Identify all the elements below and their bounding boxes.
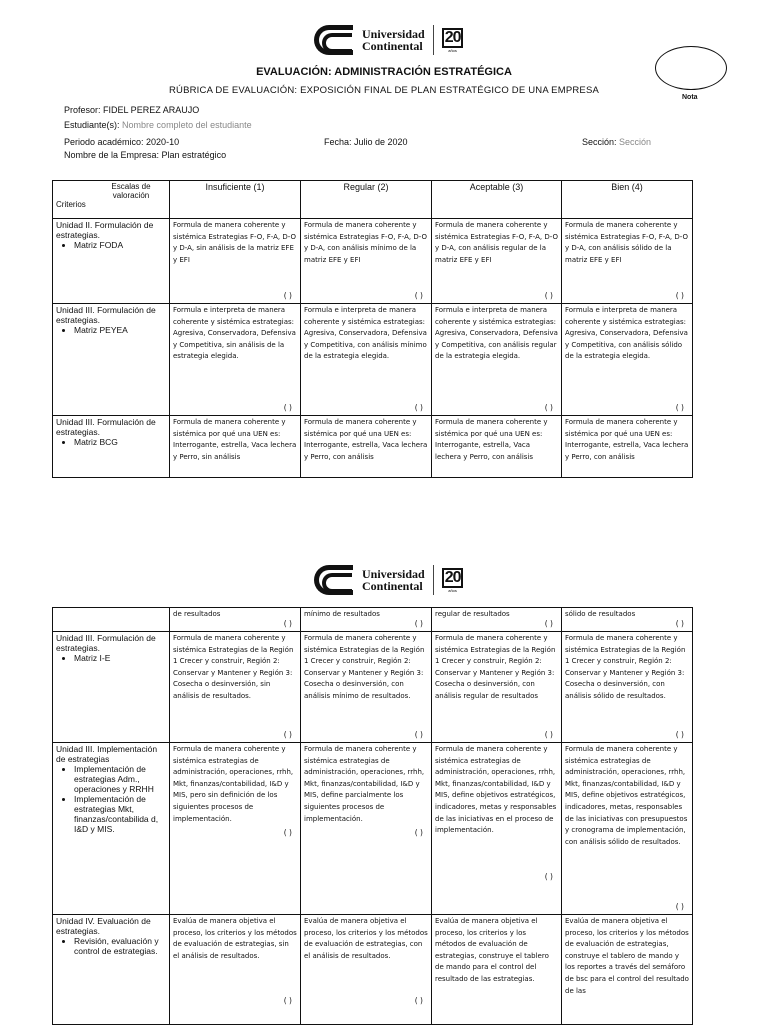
seccion-line: Sección: Sección	[582, 137, 652, 147]
rubric-cell: Formula e interpreta de manera coherente y sistémica estrategias: Agresiva, Conservadora, Defensiva y Competitiva, con análisis mínimo de la estrategia elegida. ( )	[301, 304, 432, 416]
logo-text: Universidad Continental	[362, 27, 425, 53]
empresa-line: Nombre de la Empresa: Plan estratégico	[64, 150, 227, 160]
rubric-cell: Formula de manera coherente y sistémica Estrategias F-O, F-A, D-O y D-A, con análisis regular de la matriz EFE y EFI ( )	[432, 219, 562, 304]
score-box[interactable]: ( )	[544, 872, 553, 881]
criteria-cell: Unidad II. Formulación de estrategias. • Matriz FODA	[53, 219, 170, 304]
score-box[interactable]: ( )	[283, 291, 292, 301]
rubric-cell: Formula de manera coherente y sistémica Estrategias de la Región 1 Crecer y construir, Región 2: Conservar y Mantener y Región 3: Cosecha o desinversión, con análisis sólido de resultados. ( )	[562, 632, 693, 743]
rubric-cell: Formula de manera coherente y sistémica estrategias de administración, operaciones, rrhh, Mkt, finanzas/contabilidad, I&D y MIS, pero sin definición de los siguientes procesos de implementación. ( )	[170, 743, 301, 915]
score-box[interactable]: ( )	[675, 902, 684, 912]
rubric-cell: Formula de manera coherente y sistémica Estrategias de la Región 1 Crecer y construir, Región 2: Conservar y Mantener y Región 3: Cosecha o desinversión, sin análisis de resultados. ( )	[170, 632, 301, 743]
header-level-1: Insuficiente (1)	[170, 181, 301, 219]
rubric-table-page2	[52, 607, 693, 1025]
rubric-cell: Evalúa de manera objetiva el proceso, los criterios y los métodos de evaluación de estrategias, sin el análisis de resultados. ( )	[170, 915, 301, 1025]
rubric-cell: de resultados ( )	[170, 608, 301, 632]
criteria-cell	[53, 608, 170, 632]
score-box[interactable]: ( )	[675, 291, 684, 301]
score-box[interactable]: ( )	[414, 403, 423, 413]
score-box[interactable]: ( )	[414, 996, 423, 1005]
score-box[interactable]: ( )	[675, 730, 684, 740]
seccion-field[interactable]: Sección	[619, 137, 652, 147]
score-box[interactable]: ( )	[414, 730, 423, 740]
header-level-4: Bien (4)	[562, 181, 693, 219]
rubric-cell: regular de resultados ( )	[432, 608, 562, 632]
continental-logo-icon	[314, 25, 354, 55]
rubric-cell: Formula de manera coherente y sistémica por qué una UEN es: Interrogante, estrella, Vaca lechera y Perro, con análisis	[562, 416, 693, 478]
rubric-cell: mínimo de resultados ( )	[301, 608, 432, 632]
rubric-cell: Formula de manera coherente y sistémica por qué una UEN es: Interrogante, estrella, Vaca lechera y Perro, sin análisis	[170, 416, 301, 478]
anniversary-badge: 20 años	[442, 28, 464, 53]
score-box[interactable]: ( )	[675, 619, 684, 629]
periodo-line: Periodo académico: 2020-10	[64, 137, 180, 147]
page-subtitle: RÚBRICA DE EVALUACIÓN: EXPOSICIÓN FINAL DE PLAN ESTRATÉGICO DE UNA EMPRESA	[168, 85, 600, 96]
rubric-cell: Evalúa de manera objetiva el proceso, los criterios y los métodos de evaluación de estrategias, construye el tablero de mando para el control del resultado de las estrategias.	[432, 915, 562, 1025]
score-box[interactable]: ( )	[414, 619, 423, 629]
grade-label: Nota	[682, 94, 698, 101]
rubric-cell: Evalúa de manera objetiva el proceso, los criterios y los métodos de evaluación de estrategias, con el análisis de resultados. ( )	[301, 915, 432, 1025]
score-box[interactable]: ( )	[414, 291, 423, 301]
rubric-cell: Formula de manera coherente y sistémica Estrategias de la Región 1 Crecer y construir, Región 2: Conservar y Mantener y Región 3: Cosecha o desinversión, con análisis mínimo de resultados. ( )	[301, 632, 432, 743]
score-box[interactable]: ( )	[544, 730, 553, 740]
rubric-table-page1	[52, 180, 693, 478]
rubric-cell: Formula de manera coherente y sistémica Estrategias F-O, F-A, D-O y D-A, sin análisis de la matriz EFE y EFI ( )	[170, 219, 301, 304]
score-box[interactable]: ( )	[544, 403, 553, 413]
score-box[interactable]: ( )	[414, 828, 423, 837]
score-box[interactable]: ( )	[544, 619, 553, 629]
rubric-cell: Formula de manera coherente y sistémica estrategias de administración, operaciones, rrhh, Mkt, finanzas/contabilidad, I&D y MIS, define parcialmente los siguientes procesos de implementación. ( )	[301, 743, 432, 915]
header-criteria-cell: Escalas de valoración Criterios	[53, 181, 170, 219]
rubric-cell: Formula de manera coherente y sistémica Estrategias F-O, F-A, D-O y D-A, con análisis mínimo de la matriz EFE y EFI ( )	[301, 219, 432, 304]
continental-logo-icon	[314, 565, 354, 595]
rubric-cell: Formula de manera coherente y sistémica por qué una UEN es: Interrogante, estrella, Vaca lechera y Perro, con análisis	[432, 416, 562, 478]
logo-text: Universidad Continental	[362, 567, 425, 593]
estudiante-line: Estudiante(s): Nombre completo del estudiante	[64, 120, 252, 130]
criteria-cell: Unidad III. Formulación de estrategias. • Matriz I-E	[53, 632, 170, 743]
score-box[interactable]: ( )	[283, 730, 292, 740]
score-box[interactable]: ( )	[283, 996, 292, 1005]
header-level-3: Aceptable (3)	[432, 181, 562, 219]
rubric-cell: Formula de manera coherente y sistémica estrategias de administración, operaciones, rrhh, Mkt, finanzas/contabilidad, I&D y MIS, define objetivos estratégicos, indicadores, metas, responsables de las iniciativas con presupuestos y cronograma de implementación, con análisis sólido de resultados. ( )	[562, 743, 693, 915]
rubric-cell: Formula de manera coherente y sistémica estrategias de administración, operaciones, rrhh, Mkt, finanzas/contabilidad, I&D y MIS, define objetivos estratégicos, indicadores, metas y responsables de las iniciativas en el proceso de implementación. ( )	[432, 743, 562, 915]
header-level-2: Regular (2)	[301, 181, 432, 219]
rubric-cell: Formula e interpreta de manera coherente y sistémica estrategias: Agresiva, Conservadora, Defensiva y Competitiva, sin análisis de la estrategia elegida. ( )	[170, 304, 301, 416]
profesor-line: Profesor: FIDEL PEREZ ARAUJO	[64, 105, 200, 115]
rubric-cell: sólido de resultados ( )	[562, 608, 693, 632]
criteria-cell: Unidad III. Implementación de estrategias • Implementación de estrategias Adm., operaciones y RRHH • Implementación de estrategias Mkt, finanzas/contabilida d, I&D y MIS.	[53, 743, 170, 915]
rubric-cell: Formula e interpreta de manera coherente y sistémica estrategias: Agresiva, Conservadora, Defensiva y Competitiva, con análisis sólido de la estrategia elegida. ( )	[562, 304, 693, 416]
anniversary-badge: 20 años	[442, 568, 464, 593]
rubric-cell: Formula e interpreta de manera coherente y sistémica estrategias: Agresiva, Conservadora, Defensiva y Competitiva, con análisis regular de la estrategia elegida. ( )	[432, 304, 562, 416]
rubric-cell: Formula de manera coherente y sistémica Estrategias F-O, F-A, D-O y D-A, con análisis sólido de la matriz EFE y EFI ( )	[562, 219, 693, 304]
criteria-cell: Unidad III. Formulación de estrategias. • Matriz PEYEA	[53, 304, 170, 416]
estudiante-field[interactable]: Nombre completo del estudiante	[122, 120, 252, 130]
criteria-cell: Unidad III. Formulación de estrategias. • Matriz BCG	[53, 416, 170, 478]
rubric-cell: Evalúa de manera objetiva el proceso, los criterios y los métodos de evaluación de estrategias, construye el tablero de mando y los reportes a través del semáforo de bsc para el control del resultado de las	[562, 915, 693, 1025]
university-logo	[314, 560, 463, 600]
rubric-cell: Formula de manera coherente y sistémica Estrategias de la Región 1 Crecer y construir, Región 2: Conservar y Mantener y Región 3: Cosecha o desinversión, con análisis regular de resultados ( )	[432, 632, 562, 743]
page-title: EVALUACIÓN: ADMINISTRACIÓN ESTRATÉGICA	[256, 66, 512, 78]
university-logo	[314, 20, 463, 60]
score-box[interactable]: ( )	[675, 403, 684, 413]
score-box[interactable]: ( )	[544, 291, 553, 301]
score-box[interactable]: ( )	[283, 403, 292, 413]
score-box[interactable]: ( )	[283, 828, 292, 837]
fecha-line: Fecha: Julio de 2020	[324, 137, 408, 147]
criteria-cell: Unidad IV. Evaluación de estrategias. • Revisión, evaluación y control de estrategias.	[53, 915, 170, 1025]
score-box[interactable]: ( )	[283, 619, 292, 629]
rubric-cell: Formula de manera coherente y sistémica por qué una UEN es: Interrogante, estrella, Vaca lechera y Perro, con análisis	[301, 416, 432, 478]
